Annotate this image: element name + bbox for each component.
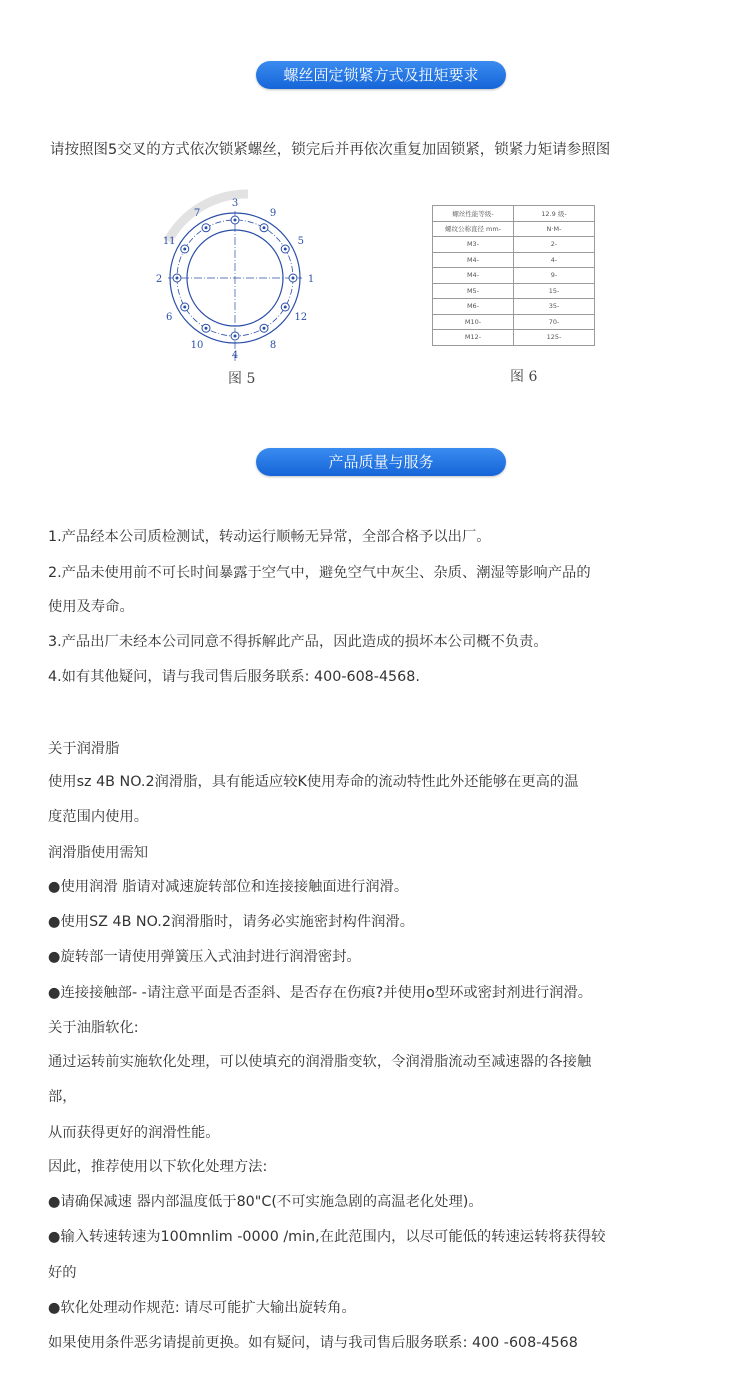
table-row: [433, 268, 595, 284]
bolt-center: [234, 335, 236, 337]
quality-line: 3.产品出厂未经本公司同意不得拆解此产品，因此造成的损坏本公司概不负责。: [48, 634, 548, 650]
table-cell: M6-: [433, 299, 514, 315]
table-cell: 15-: [514, 283, 595, 299]
bolt-center: [205, 327, 207, 329]
figure5-caption: 图 5: [228, 371, 256, 387]
figure6-caption: 图 6: [510, 369, 538, 385]
table-cell: 12.9 级-: [514, 206, 595, 222]
bolt-center: [184, 306, 186, 308]
bolt-center: [263, 227, 265, 229]
bolt-sequence-label: 12: [294, 312, 308, 323]
bolt-sequence-label: 10: [190, 339, 204, 351]
quality-line: 使用及寿命。: [48, 599, 134, 615]
lubrication-line: 度范围内使用。: [48, 809, 149, 825]
section-title-fastening: 螺丝固定锁紧方式及扭矩要求: [256, 61, 506, 89]
table-cell: 4-: [514, 252, 595, 268]
lubrication-line: ●软化处理动作规范: 请尽可能扩大输出旋转角。: [48, 1300, 356, 1316]
bolt-center: [184, 248, 186, 250]
table-row: [433, 237, 595, 253]
bolt-sequence-label: 4: [231, 350, 239, 361]
lubrication-line: ●输入转速转速为100mnlim -0000 /min,在此范围内，以尽可能低的转速运转将获得较: [48, 1229, 606, 1245]
table-cell: N·M-: [514, 221, 595, 237]
bolt-sequence-label: 5: [297, 236, 305, 247]
bolt-center: [284, 248, 286, 250]
table-row: [433, 330, 595, 346]
table-row: [433, 299, 595, 315]
table-cell: M5-: [433, 283, 514, 299]
lubrication-line: 通过运转前实施软化处理，可以使填充的润滑脂变软，令润滑脂流动至减速器的各接触: [48, 1054, 592, 1070]
bolt-sequence-label: 1: [307, 274, 315, 285]
quality-line: 1.产品经本公司质检测试，转动运行顺畅无异常，全部合格予以出厂。: [48, 529, 491, 545]
fastening-intro-text: 请按照图5交叉的方式依次锁紧螺丝，锁完后并再依次重复加固锁紧，锁紧力矩请参照图: [50, 142, 611, 158]
table-cell: 2-: [514, 237, 595, 253]
table-row: [433, 283, 595, 299]
bolt-center: [205, 227, 207, 229]
table-cell: M12-: [433, 330, 514, 346]
table-cell: 螺丝性能等级-: [433, 206, 514, 222]
bolt-center: [292, 277, 294, 279]
bolt-sequence-label: 8: [269, 339, 277, 351]
table-row: [433, 221, 595, 237]
table-cell: M10-: [433, 314, 514, 330]
lubrication-line: 部，: [48, 1089, 77, 1105]
lubrication-line: ●请确保减速 器内部温度低于80"C(不可实施急剧的高温老化处理)。: [48, 1194, 483, 1210]
table-row: [433, 314, 595, 330]
lubrication-line: 因此，推荐使用以下软化处理方法:: [48, 1159, 268, 1175]
quality-line: 2.产品未使用前不可长时间暴露于空气中，避免空气中灰尘、杂质、潮湿等影响产品的: [48, 565, 591, 581]
lubrication-line: 从而获得更好的润滑性能。: [48, 1125, 220, 1141]
table-cell: M4-: [433, 252, 514, 268]
lubrication-line: 润滑脂使用需知: [48, 845, 149, 861]
lubrication-line: ●使用SZ 4B NO.2润滑脂时，请务必实施密封构件润滑。: [48, 914, 414, 930]
lubrication-line: 如果使用条件恶劣请提前更换。如有疑问，请与我司售后服务联系: 400 -608-4568: [48, 1335, 578, 1351]
lubrication-line: 关于润滑脂: [48, 741, 120, 757]
lubrication-line: 使用sz 4B NO.2润滑脂，具有能适应较K使用寿命的流动特性此外还能够在更高的温: [48, 774, 579, 790]
lubrication-line: ●旋转部一请使用弹簧压入式油封进行润滑密封。: [48, 949, 361, 965]
table-cell: 125-: [514, 330, 595, 346]
table-cell: M4-: [433, 268, 514, 284]
bolt-sequence-label: 11: [162, 236, 176, 247]
lubrication-line: ●使用润滑 脂请对减速旋转部位和连接接触面进行润滑。: [48, 879, 409, 895]
table-row: [433, 252, 595, 268]
bolt-center: [284, 306, 286, 308]
bolt-sequence-label: 9: [269, 208, 277, 220]
bolt-pattern-diagram: [138, 186, 338, 386]
bolt-center: [263, 327, 265, 329]
table-cell: 35-: [514, 299, 595, 315]
torque-table: [432, 205, 595, 346]
bolt-sequence-label: 7: [193, 208, 201, 220]
bolt-center: [234, 219, 236, 221]
bolt-sequence-label: 2: [155, 274, 163, 285]
table-cell: 70-: [514, 314, 595, 330]
quality-line: 4.如有其他疑问，请与我司售后服务联系: 400-608-4568.: [48, 669, 420, 685]
table-cell: 9-: [514, 268, 595, 284]
bolt-sequence-label: 6: [165, 312, 173, 323]
lubrication-line: 好的: [48, 1265, 77, 1281]
bolt-sequence-label: 3: [231, 198, 239, 209]
table-cell: M3-: [433, 237, 514, 253]
lubrication-line: ●连接接触部- -请注意平面是否歪斜、是否存在伤痕?并使用o型环或密封剂进行润滑。: [48, 985, 593, 1001]
bolt-center: [176, 277, 178, 279]
lubrication-line: 关于油脂软化:: [48, 1020, 139, 1036]
table-row: [433, 206, 595, 222]
section-title-quality: 产品质量与服务: [256, 448, 506, 476]
table-cell: 螺纹公称直径 mm-: [433, 221, 514, 237]
